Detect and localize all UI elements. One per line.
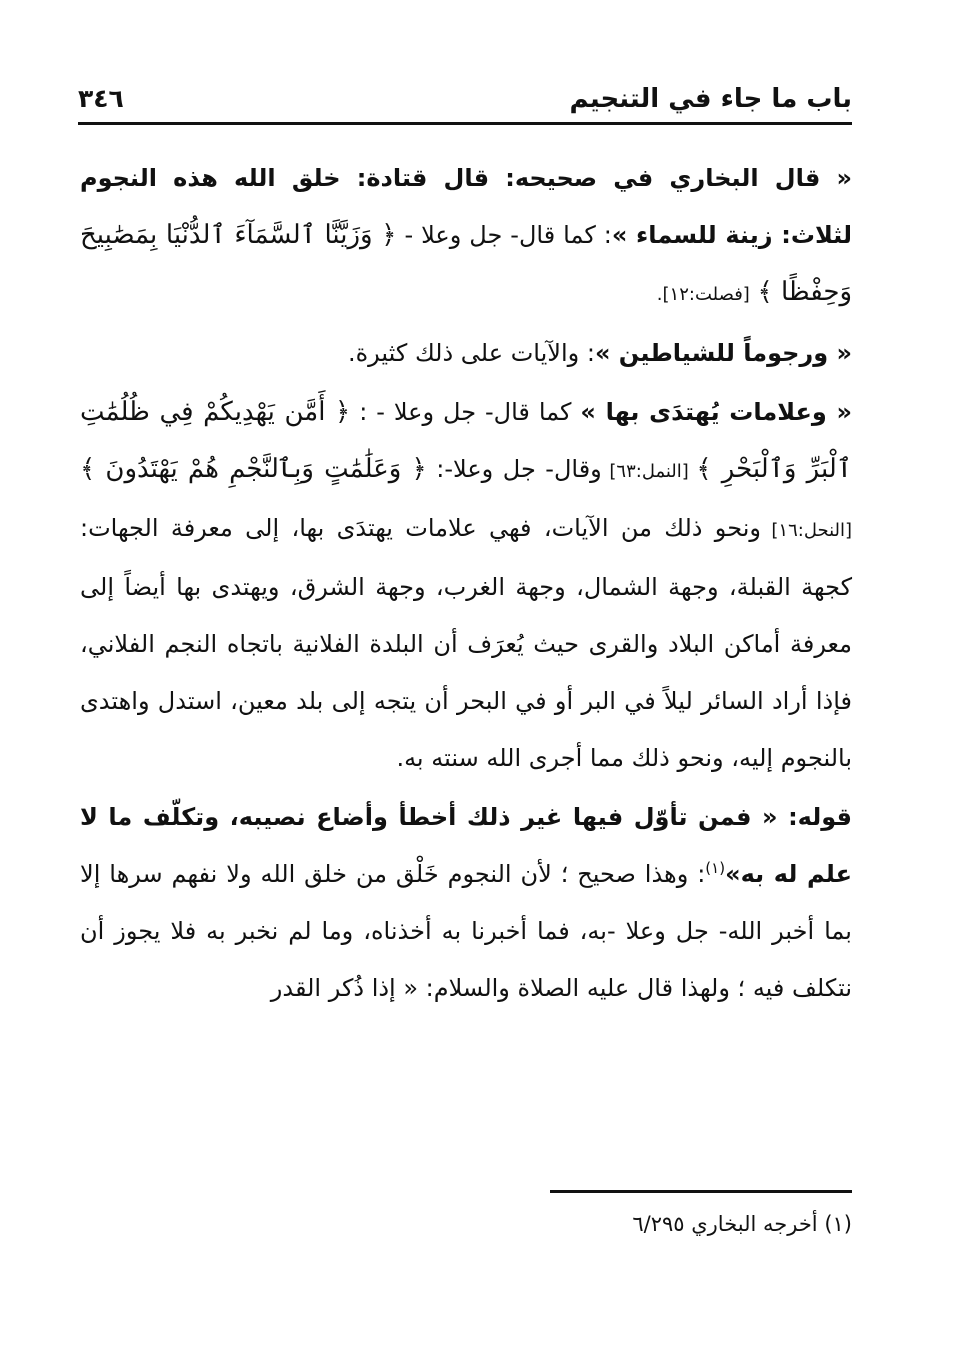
verse-ref-nahl: [النحل:١٦]: [760, 520, 853, 541]
paragraph-4: [80, 789, 852, 1017]
quote-taawwal: : « فمن تأوّل فيها غير ذلك أخطأ وأضاع نصيبه، وتكلّف ما لا علم له به»: [80, 803, 853, 888]
paragraph-2: [80, 325, 852, 382]
page-header: [78, 78, 852, 122]
main-text: [80, 150, 852, 1019]
paragraph-3-text-3: ونحو ذلك من الآيات، فهي علامات يهتدَى بها، إلى معرفة الجهات: كجهة القبلة، وجهة الشمال، وجهة الغرب، وجهة الشرق، ويهتدى بها أيضاً إلى معرفة أماكن البلاد والقرى حيث يُعرَف أن البلدة الفلانية باتجاه النجم الفلاني، فإذا أراد السائر ليلاً في البر أو في البحر أن يتجه إلى بلد معين، استدل واهتدى بالنجوم إليه، ونحو ذلك مما أجرى الله سنته به.: [80, 514, 852, 772]
chapter-title: باب ما جاء في التنجيم: [569, 84, 852, 114]
paragraph-1-text: : كما قال- جل وعلا -: [404, 221, 612, 249]
paragraph-4-text: : وهذا صحيح ؛ لأن النجوم خَلْق من خلق الله ولا نفهم سرها إلا بما أخبر الله- جل وعلا -به، فما أخبرنا به أخذناه، وما لم نخبر به فلا يجوز أن نتكلف فيه ؛ ولهذا قال عليه الصلاة والسلام: « إذا ذُكر القدر: [80, 860, 852, 1002]
paragraph-3: [80, 384, 852, 787]
paragraph-1: [80, 150, 852, 323]
qawluhu-label: قوله: [797, 803, 852, 831]
verse-ref-fussilat: [فصلت:١٢].: [656, 284, 750, 305]
quote-rujum: « ورجوماً للشياطين »: [594, 339, 852, 367]
footnote-marker[interactable]: (١): [705, 859, 726, 877]
paragraph-2-text: : والآيات على ذلك كثيرة.: [347, 339, 595, 367]
footnote-divider: [550, 1190, 852, 1193]
footnote: (١) أخرجه البخاري ٦/٢٩٥: [632, 1212, 852, 1236]
paragraph-3-text-1: كما قال- جل وعلا - :: [350, 398, 581, 426]
verse-nahl: ﴿ وَعَلَٰمَٰتٍ وَبِٱلنَّجْمِ هُمْ يَهْتَدُونَ ﴾: [80, 454, 427, 484]
verse-fussilat: ﴿ وَزَيَّنَّا ٱلسَّمَآءَ ٱلدُّنْيَا بِمَصَٰبِيحَ وَحِفْظًا ﴾: [80, 220, 852, 307]
paragraph-3-text-2: وقال- جل وعلا-:: [426, 455, 602, 483]
verse-naml: ﴿ أَمَّن يَهْدِيكُمْ فِي ظُلُمَٰتِ ٱلْبَرِّ وَٱلْبَحْرِ ﴾: [80, 397, 852, 484]
verse-ref-naml: [النمل:٦٣]: [601, 461, 697, 482]
quote-alamat: « وعلامات يُهتدَى بها »: [580, 398, 853, 426]
page-number: ٣٤٦: [78, 84, 124, 113]
header-divider: [78, 122, 852, 125]
quote-bukhari: « قال البخاري في صحيحه: قال قتادة: خلق الله هذه النجوم لثلاث: زينة للسماء »: [80, 164, 852, 249]
